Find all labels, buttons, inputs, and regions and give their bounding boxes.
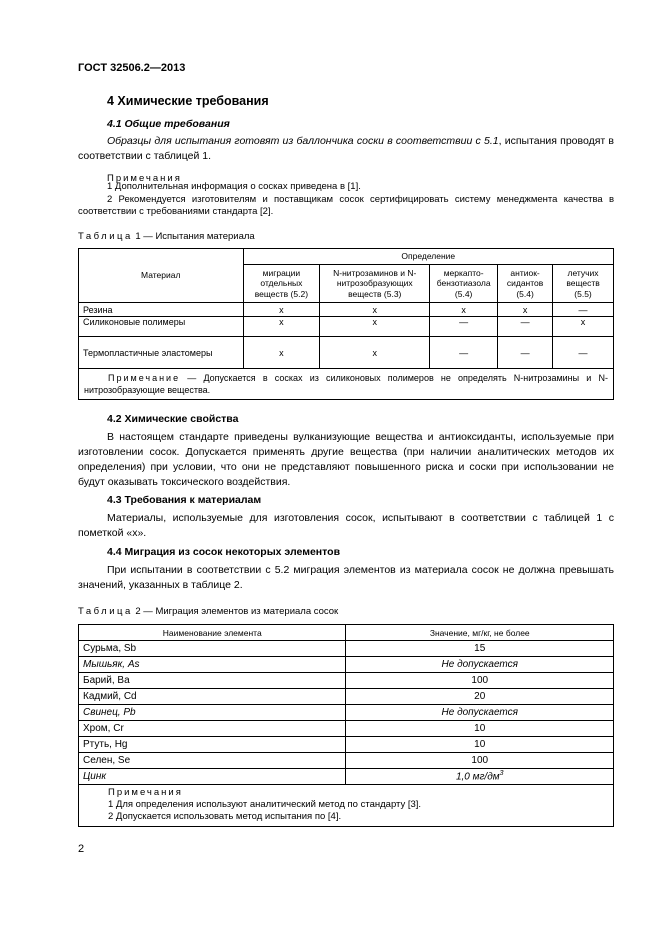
table1-header-material: Материал <box>79 249 244 303</box>
table1-cell: — <box>553 337 614 369</box>
table-row <box>79 689 614 705</box>
table1-caption-label: Таблица <box>78 231 133 242</box>
note-1: 1 Дополнительная информация о сосках приведена в [1]. <box>107 181 361 192</box>
table2-note-2: 2 Допускается использовать метод испытания по [4]. <box>108 811 342 822</box>
zinc-value: 1,0 мг/дм <box>455 771 500 783</box>
table1-caption <box>78 231 255 242</box>
table1-note-text: — Допускается в сосках из силиконовых полимеров не определять N-нитрозамины и N-нитрозобразующие вещества. <box>84 373 608 395</box>
notes-title: Примечания <box>107 173 182 184</box>
table-row <box>79 317 614 337</box>
table1-header-col: меркапто-бензотиазола (5.4) <box>430 265 498 303</box>
table2-cell-value: 100 <box>346 753 614 769</box>
table1-cell: — <box>430 317 498 337</box>
table2-cell-value: 20 <box>346 689 614 705</box>
table2-cell-name: Ртуть, Hg <box>79 737 346 753</box>
table2-cell-value: 15 <box>346 641 614 657</box>
section-title: 4 Химические требования <box>107 94 269 108</box>
table1-cell: x <box>243 317 320 337</box>
table-row <box>79 721 614 737</box>
table-row <box>79 705 614 721</box>
table2-cell-name: Кадмий, Cd <box>79 689 346 705</box>
page-number: 2 <box>78 843 85 855</box>
table1-header-group: Определение <box>243 249 614 265</box>
table2-header-value: Значение, мг/кг, не более <box>346 625 614 641</box>
table2-cell-name: Свинец, Pb <box>79 705 346 721</box>
table1-cell: — <box>430 337 498 369</box>
table2-cell-name: Сурьма, Sb <box>79 641 346 657</box>
table1-header-col: N-нитрозаминов и N-нитрозобразующих веществ (5.3) <box>320 265 430 303</box>
table1-header-col: миграции отдельных веществ (5.2) <box>243 265 320 303</box>
table1-header-col: летучих веществ (5.5) <box>553 265 614 303</box>
document-id: ГОСТ 32506.2—2013 <box>78 62 186 74</box>
table1-cell: — <box>498 317 553 337</box>
table-row <box>79 753 614 769</box>
table-2 <box>78 624 614 827</box>
table-row <box>79 673 614 689</box>
table2-cell-value: 10 <box>346 721 614 737</box>
subsection-4-1-title: 4.1 Общие требования <box>107 118 230 130</box>
table2-header-name: Наименование элемента <box>79 625 346 641</box>
table1-cell-name: Силиконовые полимеры <box>79 317 244 337</box>
subsection-4-2-title: 4.2 Химические свойства <box>107 413 239 425</box>
table-row <box>79 769 614 785</box>
table2-cell-value <box>346 769 614 785</box>
table1-note <box>79 369 614 400</box>
paragraph-italic-part: Образцы для испытания готовят из баллончика соски в соответствии с 5.1 <box>107 135 499 147</box>
subsection-4-2-paragraph: В настоящем стандарте приведены вулканизующие вещества и антиоксиданты, используемые при изготовлении сосок. Допускается применять другие вещества (при наличии аналитических методов их определения) при условии, что они не представляют повышенного риска и соски при использовании не будут оказывать токсического воздействия. <box>78 431 614 488</box>
table2-cell-name: Селен, Se <box>79 753 346 769</box>
table2-notes <box>79 785 614 827</box>
table2-cell-value: Не допускается <box>346 705 614 721</box>
table-row <box>79 737 614 753</box>
table2-cell-name: Хром, Cr <box>79 721 346 737</box>
zinc-superscript: 3 <box>499 770 504 778</box>
table1-note-label: Примечание <box>108 373 181 383</box>
table-row <box>79 303 614 317</box>
table1-caption-text: 1 — Испытания материала <box>132 231 255 242</box>
table2-cell-name: Мышьяк, As <box>79 657 346 673</box>
table1-cell-name: Термопластичные эластомеры <box>79 337 244 369</box>
table2-note-1: 1 Для определения используют аналитический метод по стандарту [3]. <box>108 799 422 810</box>
table1-cell: x <box>498 303 553 317</box>
note-2: 2 Рекомендуется изготовителям и поставщикам сосок сертифицировать систему менеджмента качества в соответствии с требованиями стандарта [2]. <box>78 193 614 217</box>
table2-caption-text: 2 — Миграция элементов из материала сосок <box>132 606 339 617</box>
table1-cell: x <box>320 317 430 337</box>
subsection-4-4-title: 4.4 Миграция из сосок некоторых элементов <box>107 546 341 558</box>
notes-list-1 <box>78 181 614 219</box>
table1-cell: x <box>320 337 430 369</box>
table2-cell-name: Барий, Ba <box>79 673 346 689</box>
table1-cell: x <box>243 303 320 317</box>
table-row <box>79 657 614 673</box>
subsection-4-3-paragraph: Материалы, используемые для изготовления сосок, испытывают в соответствии с таблицей 1 с пометкой «x». <box>78 512 614 539</box>
table1-cell: x <box>430 303 498 317</box>
table-row <box>79 641 614 657</box>
table1-cell: — <box>553 303 614 317</box>
paragraph-rest: , испытания проводят в соответствии с таблицей 1. <box>78 135 614 162</box>
table1-cell: x <box>320 303 430 317</box>
table1-header-col: антиок-сидантов (5.4) <box>498 265 553 303</box>
table2-caption-label: Таблица <box>78 606 133 617</box>
table2-cell-value: Не допускается <box>346 657 614 673</box>
table1-cell-name: Резина <box>79 303 244 317</box>
table2-cell-name: Цинк <box>79 769 346 785</box>
subsection-4-1-paragraph <box>78 134 614 164</box>
table-row <box>79 337 614 369</box>
table2-cell-value: 100 <box>346 673 614 689</box>
subsection-4-3-title: 4.3 Требования к материалам <box>107 494 262 506</box>
table-1 <box>78 248 614 400</box>
subsection-4-4-paragraph: При испытании в соответствии с 5.2 миграция элементов из материала сосок не должна превышать значений, указанных в таблице 2. <box>78 564 614 591</box>
table1-cell: x <box>553 317 614 337</box>
table1-cell: — <box>498 337 553 369</box>
table2-caption <box>78 606 338 617</box>
table2-notes-title: Примечания <box>108 787 183 798</box>
table2-cell-value: 10 <box>346 737 614 753</box>
table1-cell: x <box>243 337 320 369</box>
